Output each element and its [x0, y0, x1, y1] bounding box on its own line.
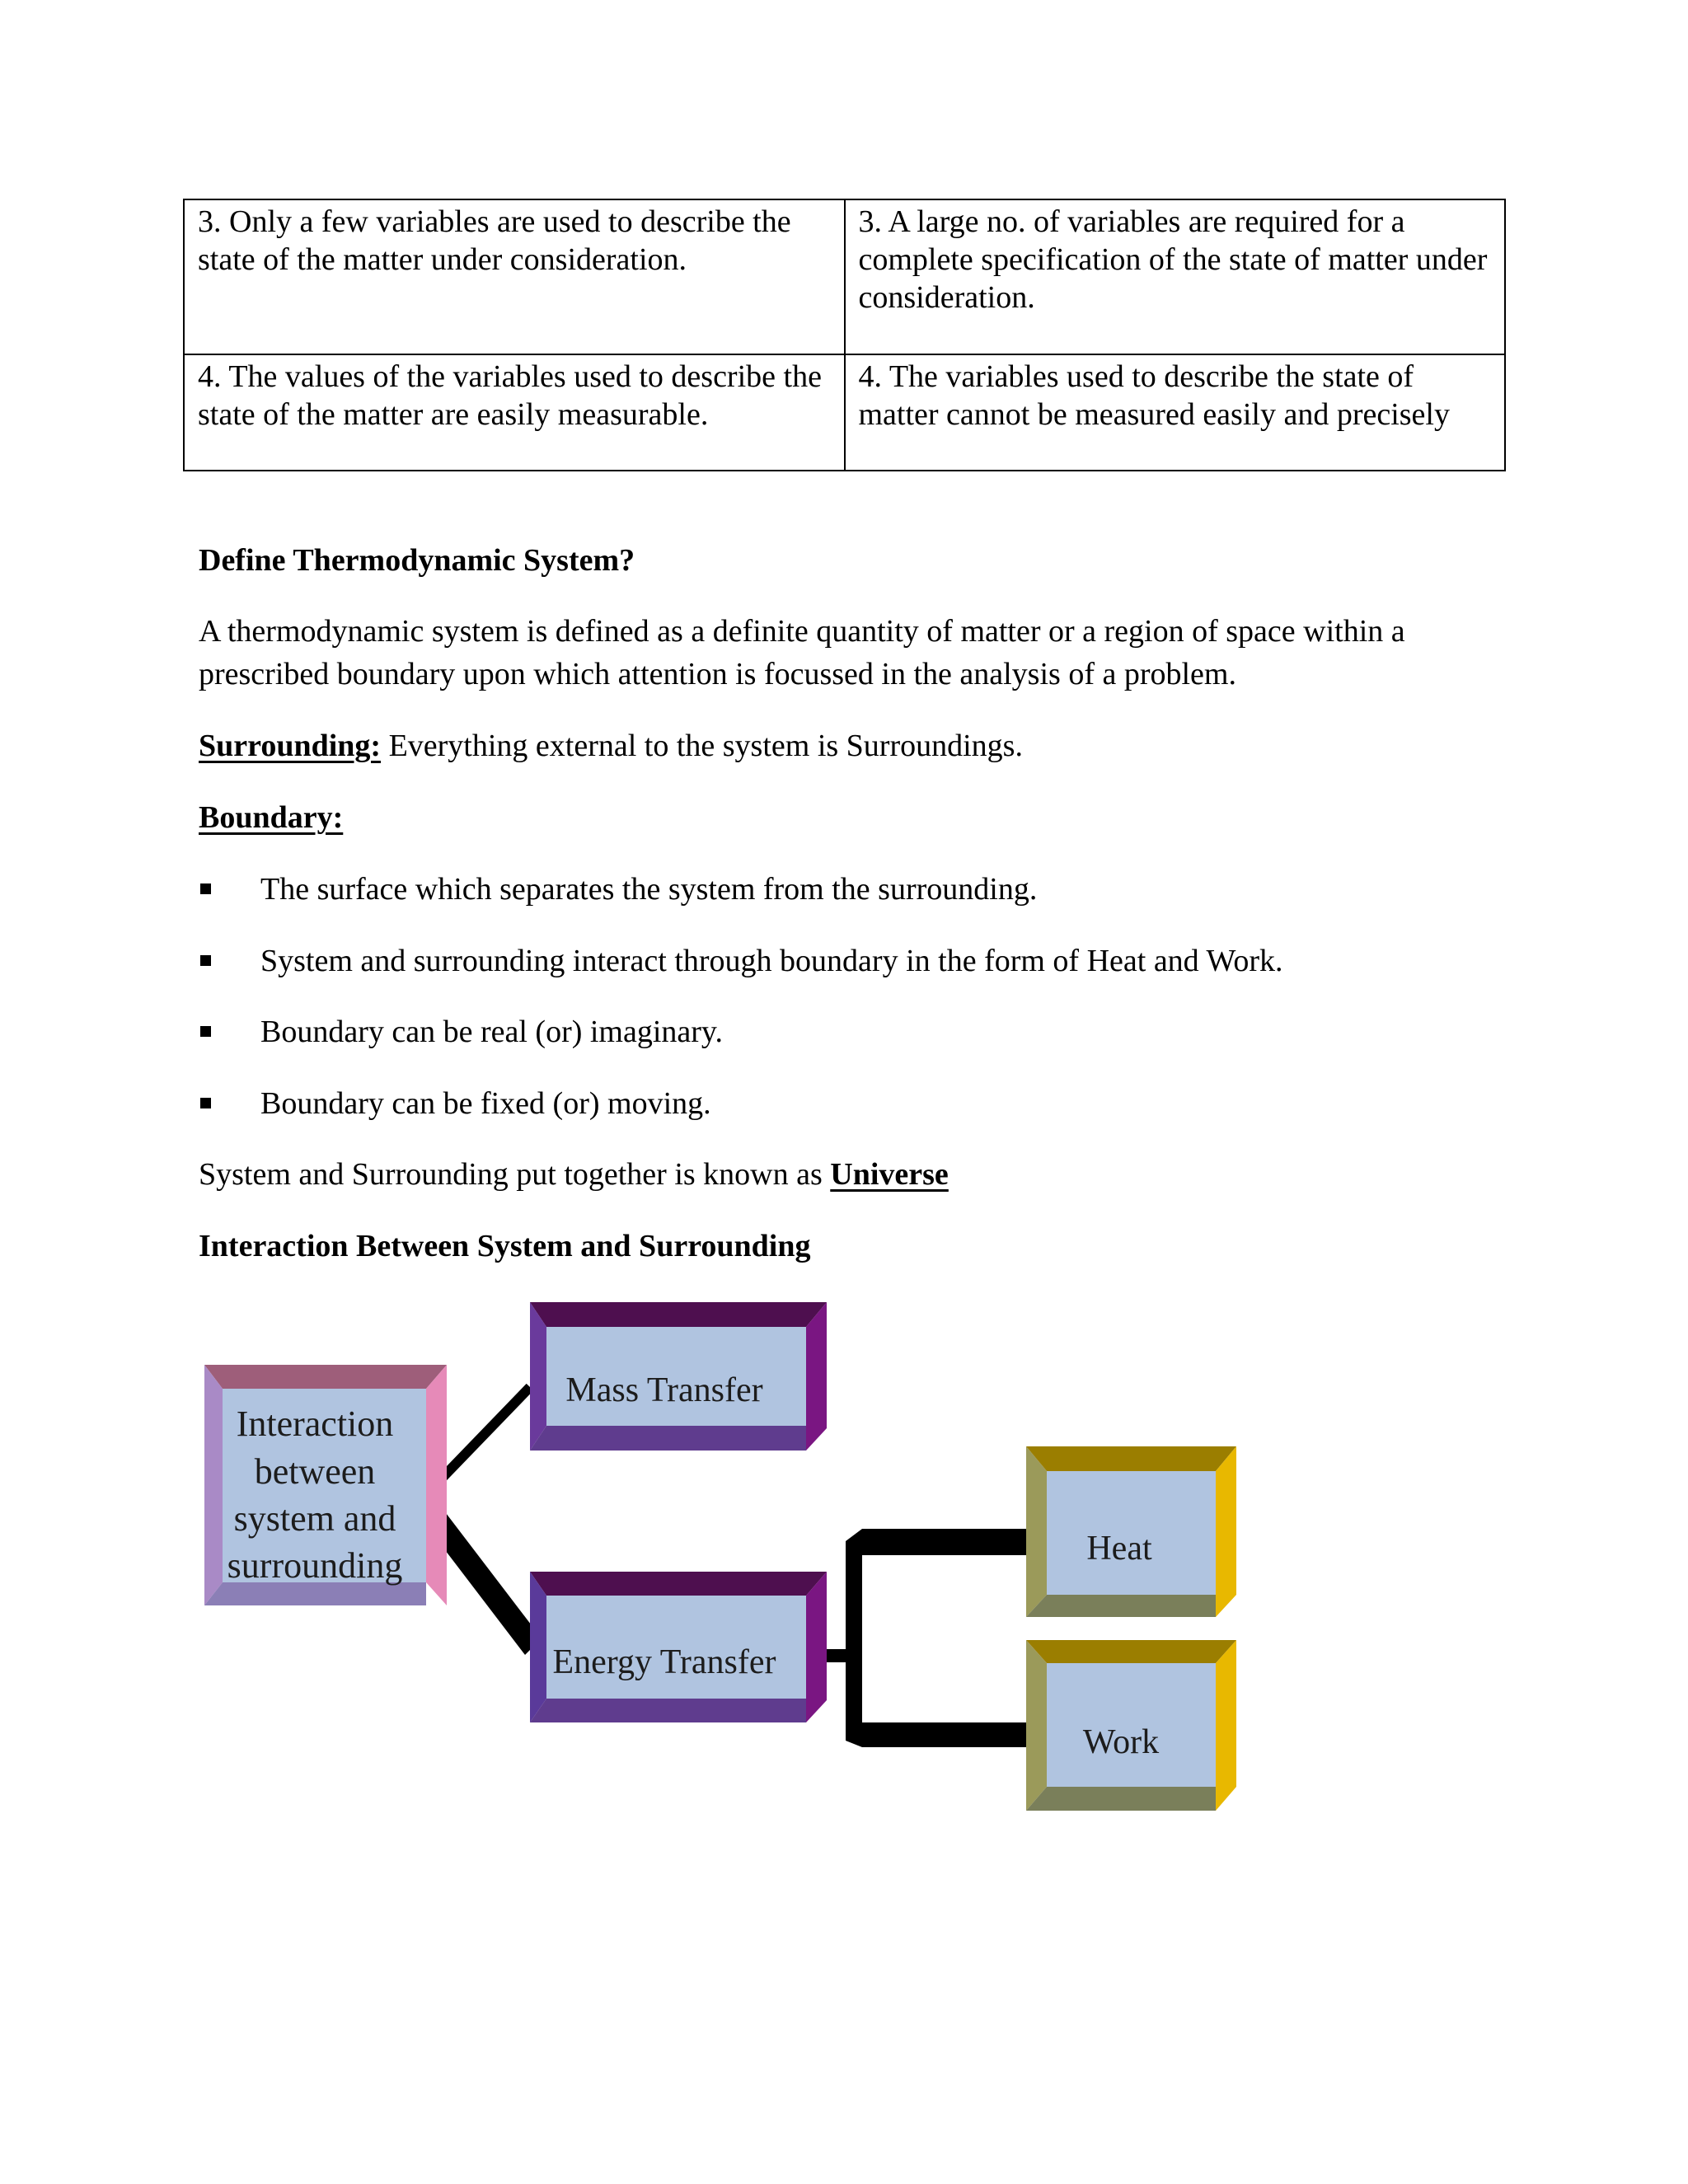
work-label: Work: [1082, 1723, 1160, 1761]
list-item: Boundary can be real (or) imaginary.: [260, 1015, 723, 1049]
definition-line-1: A thermodynamic system is defined as a definite quantity of matter or a region of space within a: [199, 614, 1405, 649]
list-item: System and surrounding interact through boundary in the form of Heat and Work.: [260, 944, 1283, 978]
table-cell-left: 3. Only a few variables are used to describe the state of the matter under consideration.: [184, 199, 845, 354]
mass-transfer-box: [530, 1302, 827, 1451]
energy-box-left-face: [530, 1572, 546, 1722]
connector-to-work: [846, 1722, 1026, 1747]
root-box-right-face: [426, 1365, 447, 1605]
definition-line-2: prescribed boundary upon which attention is focussed in the analysis of a problem.: [199, 657, 1236, 691]
energy-box-bottom-face: [530, 1699, 806, 1722]
mass-box-top-face: [530, 1302, 827, 1327]
mass-box-right-face: [806, 1302, 827, 1451]
connector-to-heat: [846, 1529, 1026, 1555]
boundary-label: Boundary:: [199, 800, 344, 835]
universe-emphasis: Universe: [830, 1157, 949, 1192]
root-box: [204, 1365, 447, 1605]
root-label-line-3: system and: [233, 1498, 396, 1539]
heat-box-left-face: [1026, 1446, 1047, 1617]
table-cell-right: 3. A large no. of variables are required for a complete specification of the state of matter under consideration.: [845, 199, 1506, 354]
root-label-line-2: between: [254, 1451, 376, 1492]
heat-box-top-face: [1026, 1446, 1236, 1471]
root-box-top-face: [204, 1365, 447, 1389]
connector-vertical-bar: [846, 1541, 862, 1741]
work-box-left-face: [1026, 1640, 1047, 1811]
list-item: Boundary can be fixed (or) moving.: [260, 1086, 711, 1121]
work-box-bottom-face: [1026, 1787, 1216, 1811]
heat-box-right-face: [1216, 1446, 1236, 1617]
mass-transfer-label: Mass Transfer: [565, 1371, 763, 1409]
root-label-line-4: surrounding: [227, 1545, 403, 1586]
universe-text: System and Surrounding put together is known as: [199, 1157, 831, 1192]
energy-transfer-label: Energy Transfer: [552, 1643, 776, 1681]
heat-box: [1026, 1446, 1236, 1617]
list-item: The surface which separates the system from the surrounding.: [260, 872, 1038, 907]
connector-root-to-mass: [437, 1387, 530, 1483]
table-cell-left: 4. The values of the variables used to describe the state of the matter are easily measurable.: [184, 354, 845, 471]
interaction-heading: Interaction Between System and Surrounding: [199, 1229, 811, 1263]
mass-box-left-face: [530, 1302, 546, 1451]
heat-box-bottom-face: [1026, 1595, 1216, 1617]
heat-label: Heat: [1086, 1530, 1152, 1568]
surrounding-label: Surrounding:: [199, 729, 382, 763]
root-box-bottom-face: [204, 1582, 426, 1605]
work-box-right-face: [1216, 1640, 1236, 1811]
work-box: [1026, 1640, 1236, 1811]
energy-box-right-face: [806, 1572, 827, 1722]
root-label-line-1: Interaction: [236, 1404, 394, 1444]
root-box-left-face: [204, 1365, 223, 1605]
section-heading-define: Define Thermodynamic System?: [199, 543, 635, 578]
mass-box-bottom-face: [530, 1426, 806, 1451]
table-cell-right: 4. The variables used to describe the state of matter cannot be measured easily and precisely: [845, 354, 1506, 471]
energy-transfer-box: [530, 1572, 827, 1722]
energy-box-top-face: [530, 1572, 827, 1596]
surrounding-text: Everything external to the system is Surroundings.: [381, 729, 1023, 763]
work-box-top-face: [1026, 1640, 1236, 1663]
